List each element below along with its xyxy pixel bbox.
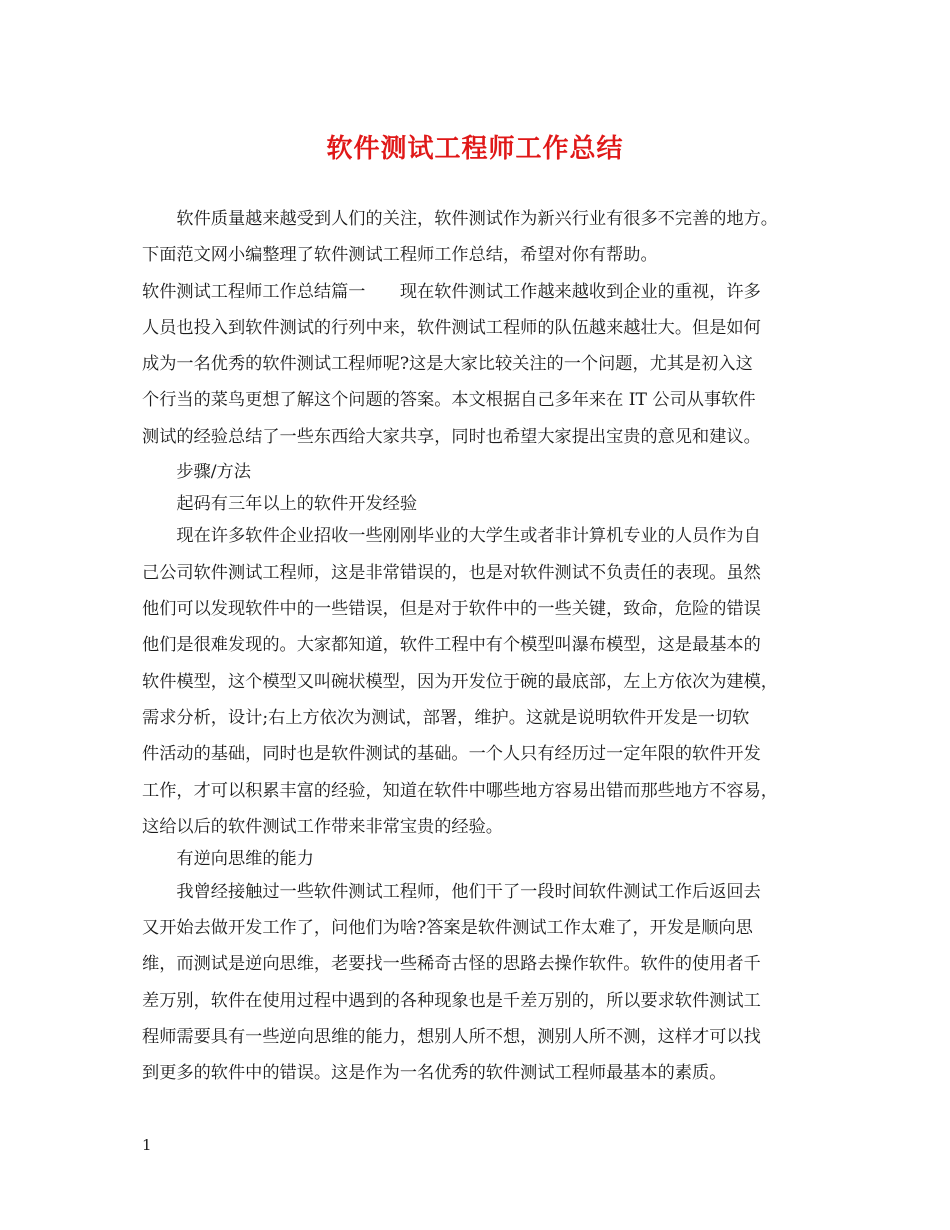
body-line: 己公司软件测试工程师，这是非常错误的，也是对软件测试不负责任的表现。虽然 [142,563,761,583]
body-line: 他们是很难发现的。大家都知道，软件工程中有个模型叫瀑布模型，这是最基本的 [142,635,761,655]
document-title: 软件测试工程师工作总结 [326,134,624,164]
section-heading: 有逆向思维的能力 [142,849,314,869]
body-line: 件活动的基础，同时也是软件测试的基础。一个人只有经历过一定年限的软件开发 [142,744,761,764]
body-line: 他们可以发现软件中的一些错误，但是对于软件中的一些关键，致命，危险的错误 [142,599,761,619]
body-line: 人员也投入到软件测试的行列中来，软件测试工程师的队伍越来越壮大。但是如何 [142,318,761,338]
section-heading: 起码有三年以上的软件开发经验 [142,494,418,514]
body-line: 工作，才可以积累丰富的经验，知道在软件中哪些地方容易出错而那些地方不容易， [142,781,778,801]
body-line: 又开始去做开发工作了，问他们为啥?答案是软件测试工作太难了，开发是顺向思 [142,918,753,938]
body-line: 现在许多软件企业招收一些刚刚毕业的大学生或者非计算机专业的人员作为自 [142,526,761,546]
body-line: 软件模型，这个模型又叫碗状模型，因为开发位于碗的最底部，左上方依次为建模， [142,672,778,692]
body-line: 需求分析，设计;右上方依次为测试，部署，维护。这就是说明软件开发是一切软 [142,708,750,728]
body-line: 我曾经接触过一些软件测试工程师，他们干了一段时间软件测试工作后返回去 [142,882,761,902]
page-number: 1 [142,1136,152,1154]
body-line: 这给以后的软件测试工作带来非常宝贵的经验。 [142,817,503,837]
body-line: 个行当的菜鸟更想了解这个问题的答案。本文根据自己多年来在 IT 公司从事软件 [142,390,756,410]
section-heading: 步骤/方法 [142,462,251,482]
body-line: 下面范文网小编整理了软件测试工程师工作总结，希望对你有帮助。 [142,245,658,265]
body-line: 软件测试工程师工作总结篇一 现在软件测试工作越来越收到企业的重视，许多 [142,282,761,302]
body-line: 成为一名优秀的软件测试工程师呢?这是大家比较关注的一个问题，尤其是初入这 [142,354,753,374]
body-line: 程师需要具有一些逆向思维的能力，想别人所不想，测别人所不测，这样才可以找 [142,1027,761,1047]
body-line: 到更多的软件中的错误。这是作为一名优秀的软件测试工程师最基本的素质。 [142,1063,727,1083]
body-line: 维，而测试是逆向思维，老要找一些稀奇古怪的思路去操作软件。软件的使用者千 [142,954,761,974]
body-line: 软件质量越来越受到人们的关注，软件测试作为新兴行业有很多不完善的地方。 [142,209,778,229]
body-line: 差万别，软件在使用过程中遇到的各种现象也是千差万别的，所以要求软件测试工 [142,991,761,1011]
body-line: 测试的经验总结了一些东西给大家共享，同时也希望大家提出宝贵的意见和建议。 [142,427,761,447]
